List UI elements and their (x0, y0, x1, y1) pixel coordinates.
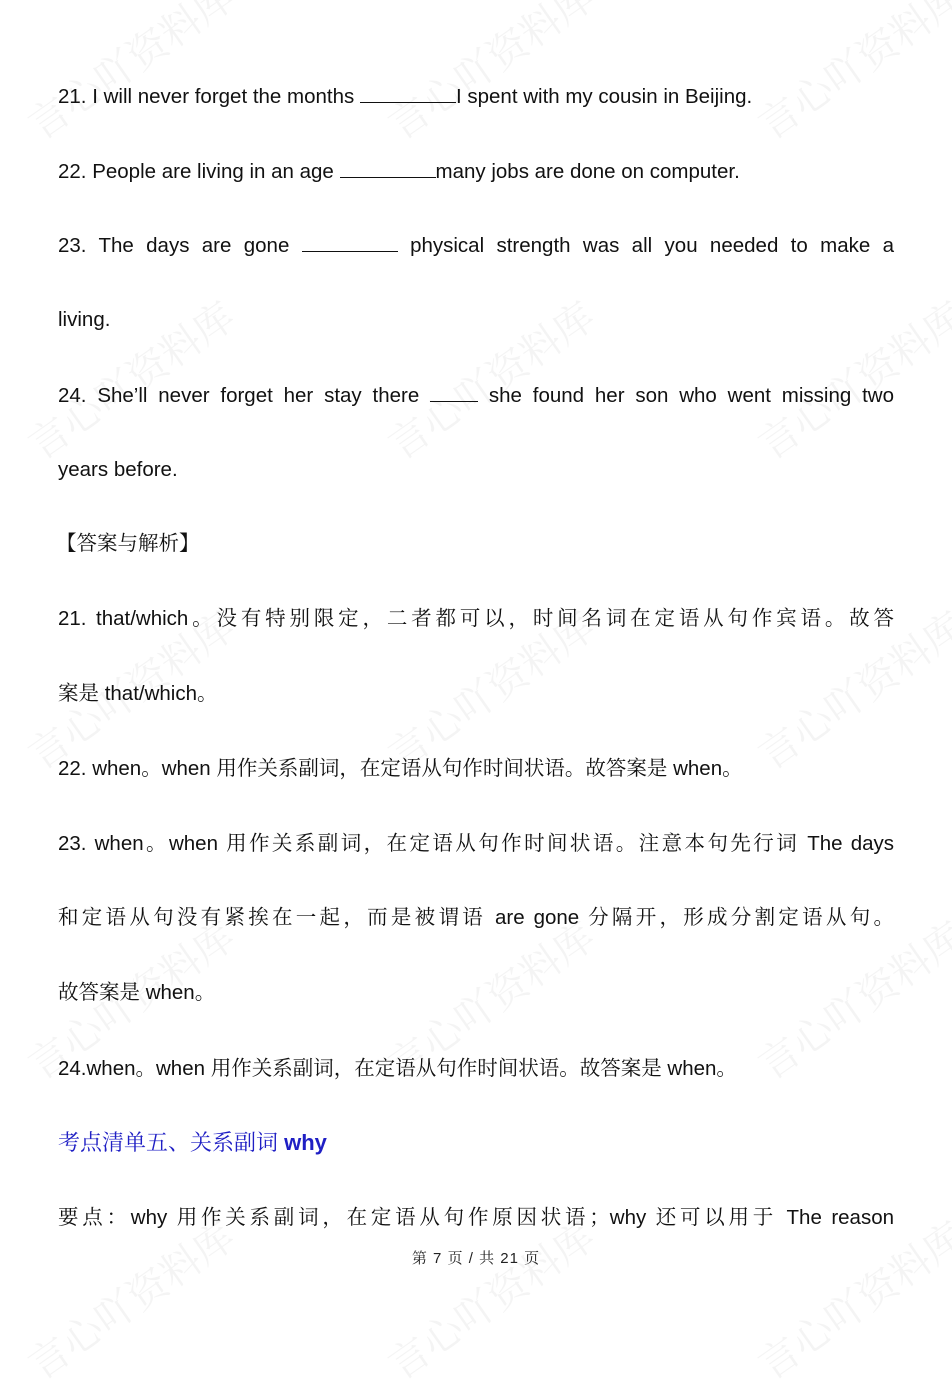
section-point: 要点：why 用作关系副词，在定语从句作原因状语；why 还可以用于 The reason (58, 1206, 894, 1229)
answer-23-cont: 和定语从句没有紧挨在一起，而是被谓语 are gone 分隔开，形成分割定语从句。 (58, 906, 894, 929)
answer-23: 23. when。when 用作关系副词，在定语从句作时间状语。注意本句先行词 The days (58, 832, 894, 855)
question-21 (58, 82, 894, 111)
heading-text: 考点清单五、关系副词 (58, 1130, 285, 1155)
question-23 (58, 231, 894, 260)
question-24-cont: years before. (58, 458, 178, 481)
watermark (375, 0, 604, 151)
question-23-cont: living. (58, 308, 111, 331)
section-heading (58, 1129, 894, 1157)
answer-23-cont2: 故答案是 when。 (58, 981, 216, 1004)
watermark (745, 0, 952, 151)
watermark (375, 1206, 604, 1390)
question-24 (58, 381, 894, 410)
heading-bold: why (284, 1130, 327, 1155)
answer-24: 24.when。when 用作关系副词，在定语从句作时间状语。故答案是 when。 (58, 1057, 737, 1080)
answer-blank (302, 231, 398, 252)
answers-title: 【答案与解析】 (56, 532, 200, 555)
question-text: 21. I will never forget the months (58, 85, 360, 108)
watermark (15, 0, 244, 151)
question-text: I spent with my cousin in Beijing. (455, 85, 753, 108)
question-text: physical strength was all you needed to make a (397, 234, 895, 257)
answer-blank (430, 381, 478, 402)
question-text: 24. She’ll never forget her stay there (58, 384, 431, 407)
question-text: many jobs are done on computer. (435, 160, 740, 183)
question-22 (58, 157, 894, 186)
answer-21: 21. that/which。没有特别限定，二者都可以，时间名词在定语从句作宾语。故答 (58, 607, 894, 630)
answer-21-cont: 案是 that/which。 (58, 682, 218, 705)
answer-blank (360, 82, 456, 103)
watermark (15, 1206, 244, 1390)
question-text: she found her son who went missing two (478, 384, 894, 407)
watermark (745, 1206, 952, 1390)
question-text: 22. People are living in an age (58, 160, 340, 183)
answer-blank (340, 157, 436, 178)
page-footer: 第 7 页 / 共 21 页 (411, 1250, 541, 1267)
question-text: 23. The days are gone (58, 234, 302, 257)
answer-22: 22. when。when 用作关系副词，在定语从句作时间状语。故答案是 when。 (58, 757, 743, 780)
